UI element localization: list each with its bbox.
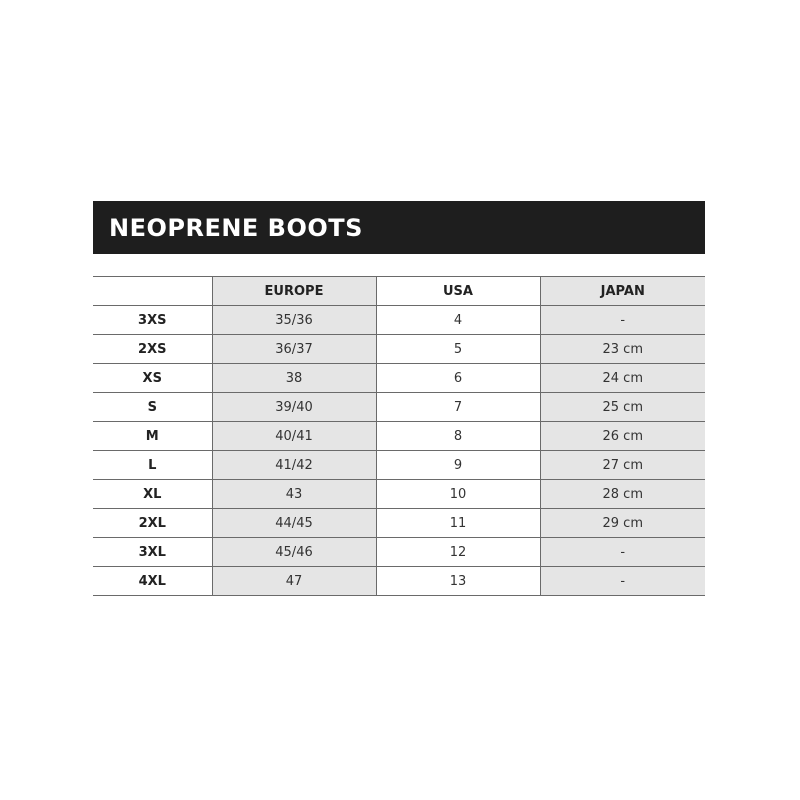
cell-size: 3XS <box>93 306 212 335</box>
table-row <box>93 538 705 567</box>
cell-usa: 11 <box>376 509 540 538</box>
cell-usa: 6 <box>376 364 540 393</box>
header-japan: JAPAN <box>540 277 705 306</box>
cell-usa: 9 <box>376 451 540 480</box>
cell-japan: - <box>540 567 705 596</box>
header-europe: EUROPE <box>212 277 376 306</box>
cell-japan: 29 cm <box>540 509 705 538</box>
table-row <box>93 393 705 422</box>
header-size <box>93 277 212 306</box>
cell-usa: 12 <box>376 538 540 567</box>
table-row <box>93 509 705 538</box>
cell-size: M <box>93 422 212 451</box>
cell-usa: 13 <box>376 567 540 596</box>
cell-japan: 26 cm <box>540 422 705 451</box>
cell-japan: - <box>540 306 705 335</box>
table-row <box>93 364 705 393</box>
cell-japan: 27 cm <box>540 451 705 480</box>
header-row <box>93 277 705 306</box>
cell-size: XS <box>93 364 212 393</box>
cell-usa: 10 <box>376 480 540 509</box>
cell-europe: 41/42 <box>212 451 376 480</box>
cell-size: 2XL <box>93 509 212 538</box>
cell-japan: 25 cm <box>540 393 705 422</box>
cell-japan: 23 cm <box>540 335 705 364</box>
table-row <box>93 306 705 335</box>
cell-usa: 7 <box>376 393 540 422</box>
cell-japan: 28 cm <box>540 480 705 509</box>
cell-europe: 36/37 <box>212 335 376 364</box>
cell-size: S <box>93 393 212 422</box>
cell-usa: 5 <box>376 335 540 364</box>
cell-japan: - <box>540 538 705 567</box>
cell-usa: 8 <box>376 422 540 451</box>
table-row <box>93 480 705 509</box>
size-chart-table <box>93 276 705 596</box>
cell-size: 4XL <box>93 567 212 596</box>
cell-europe: 47 <box>212 567 376 596</box>
cell-europe: 45/46 <box>212 538 376 567</box>
cell-usa: 4 <box>376 306 540 335</box>
cell-size: L <box>93 451 212 480</box>
table-row <box>93 335 705 364</box>
cell-japan: 24 cm <box>540 364 705 393</box>
table-row <box>93 422 705 451</box>
table-row <box>93 567 705 596</box>
page-title: NEOPRENE BOOTS <box>109 213 363 242</box>
cell-size: 3XL <box>93 538 212 567</box>
cell-europe: 44/45 <box>212 509 376 538</box>
header-usa: USA <box>376 277 540 306</box>
cell-size: XL <box>93 480 212 509</box>
cell-europe: 38 <box>212 364 376 393</box>
cell-europe: 39/40 <box>212 393 376 422</box>
table-row <box>93 451 705 480</box>
cell-size: 2XS <box>93 335 212 364</box>
cell-europe: 35/36 <box>212 306 376 335</box>
cell-europe: 40/41 <box>212 422 376 451</box>
title-banner <box>93 201 705 254</box>
cell-europe: 43 <box>212 480 376 509</box>
